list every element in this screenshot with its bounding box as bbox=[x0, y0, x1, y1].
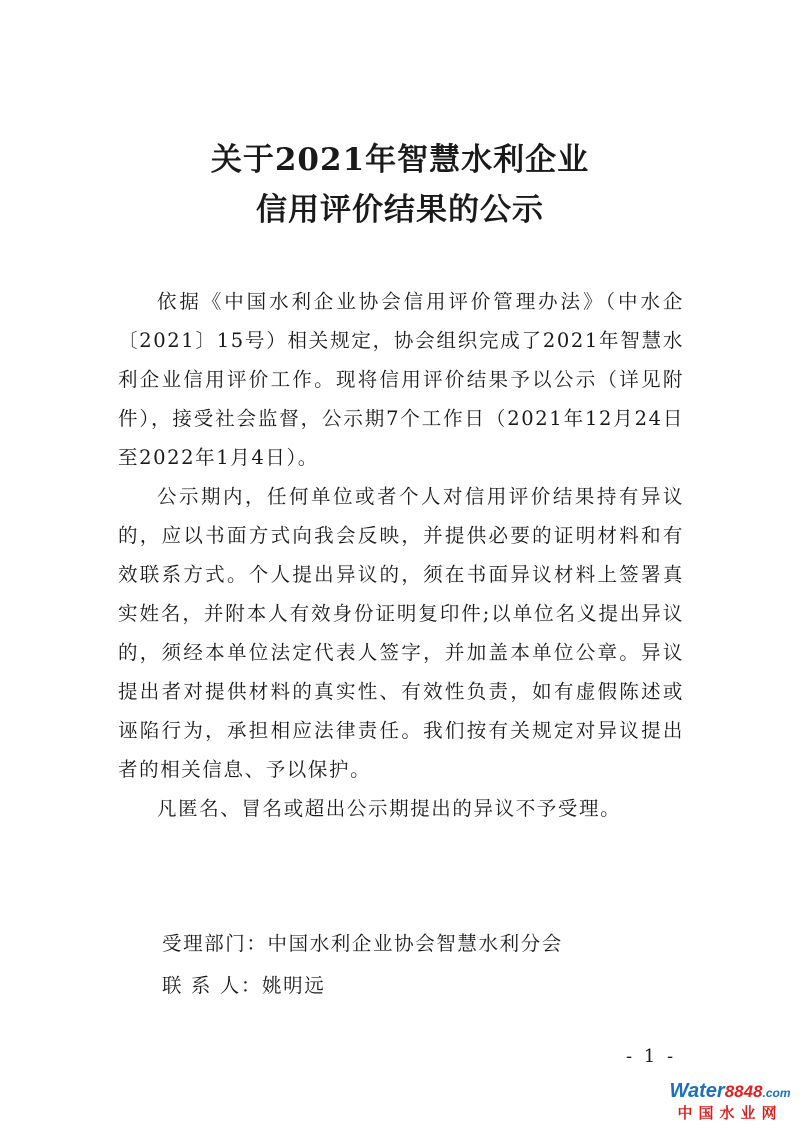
document-title-line2: 信用评价结果的公示 bbox=[256, 192, 544, 228]
contact-person: 联 系 人：姚明远 bbox=[162, 974, 326, 997]
watermark-logo bbox=[666, 1080, 794, 1124]
paragraph-rejection: 凡匿名、冒名或超出公示期提出的异议不予受理。 bbox=[157, 797, 622, 820]
watermark-brand-cn: 中国水业网 bbox=[677, 1105, 783, 1122]
paragraph-basis: 依据《中国水利企业协会信用评价管理办法》（中水企〔2021〕15号）相关规定，协会组织完成了2021年智慧水利企业信用评价工作。现将信用评价结果予以公示（详见附件），接受社会监督，公示期7个工作日（2021年12月24日至2022年1月4日）。 bbox=[118, 290, 684, 469]
watermark-brand bbox=[666, 1080, 794, 1104]
contact-department: 受理部门：中国水利企业协会智慧水利分会 bbox=[162, 932, 563, 955]
watermark-brand-suffix: .com bbox=[762, 1086, 791, 1100]
document-body bbox=[118, 282, 684, 828]
document-title-line1: 关于2021年智慧水利企业 bbox=[210, 142, 590, 178]
watermark-brand-word: Water bbox=[669, 1080, 725, 1102]
watermark-brand-number: 8848 bbox=[724, 1082, 763, 1101]
page-number: - 1 - bbox=[626, 1046, 677, 1067]
paragraph-objection: 公示期内，任何单位或者个人对信用评价结果持有异议的，应以书面方式向我会反映，并提供必要的证明材料和有效联系方式。个人提出异议的，须在书面异议材料上签署真实姓名，并附本人有效身份证明复印件;以单位名义提出异议的，须经本单位法定代表人签字，并加盖本单位公章。异议提出者对提供材料的真实性、有效性负责，如有虚假陈述或诬陷行为，承担相应法律责任。我们按有关规定对异议提出者的相关信息、予以保护。 bbox=[118, 485, 684, 781]
